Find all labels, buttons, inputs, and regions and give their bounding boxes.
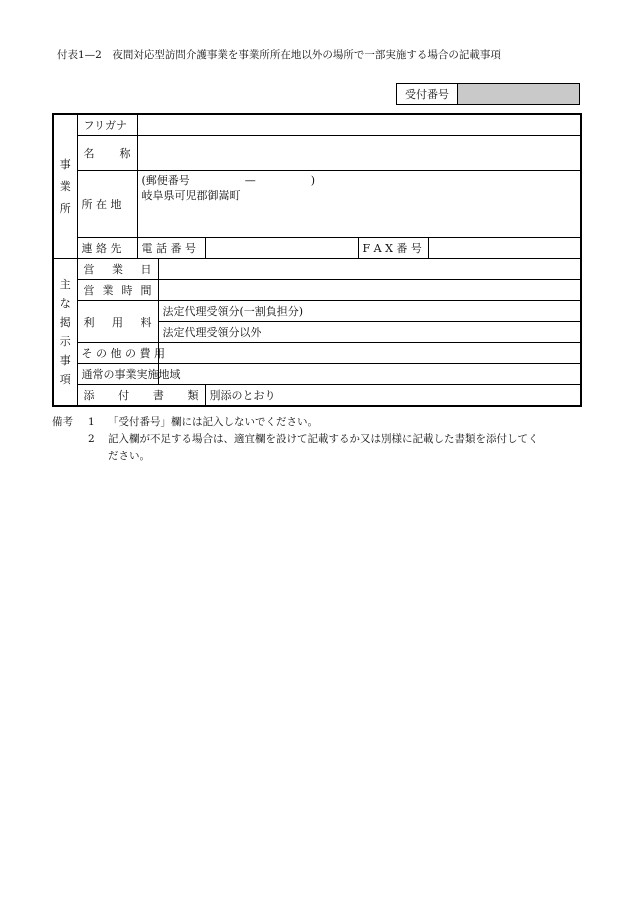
main-items-section-label: 主 な 掲 示 事 項 [53,259,77,407]
business-days-field[interactable] [158,259,581,280]
address-label: 所 在 地 [77,171,137,238]
business-hours-label: 営 業 時 間 [77,280,158,301]
attachments-field[interactable]: 別添のとおり [205,385,581,407]
fee-label: 利 用 料 [77,301,158,343]
fee-other-field[interactable]: 法定代理受領分以外 [158,322,581,343]
other-costs-label: そ の 他 の 費 用 [77,343,158,364]
service-area-field[interactable] [158,364,581,385]
fee-statutory-field[interactable]: 法定代理受領分(一割負担分) [158,301,581,322]
contact-label: 連 絡 先 [77,238,137,259]
receipt-number-label: 受付番号 [397,84,458,104]
furigana-label: フリガナ [77,114,137,136]
fax-field[interactable] [428,238,581,259]
office-name-field[interactable] [137,136,581,171]
note-number: 1 [88,416,95,428]
furigana-field[interactable] [137,114,581,136]
notes-heading: 備考 [52,416,73,428]
form-title: 付表1—2 夜間対応型訪問介護事業を事業所所在地以外の場所で一部実施する場合の記載事項 [57,49,501,61]
attachments-label: 添 付 書 類 [77,385,205,407]
other-costs-field[interactable] [158,343,581,364]
office-name-label: 名 称 [77,136,137,171]
service-area-label: 通常の事業実施地域 [77,364,158,385]
note-text: 「受付番号」欄には記入しないでください。 [108,416,318,428]
office-section-label: 事 業 所 [53,114,77,259]
fax-label: F A X 番 号 [358,238,428,259]
business-hours-field[interactable] [158,280,581,301]
address-field[interactable] [137,171,581,230]
postal-code-line: (郵便番号 — ) [141,174,316,187]
business-days-label: 営 業 日 [77,259,158,280]
form-table [52,113,582,407]
note-text: 記入欄が不足する場合は、適宜欄を設けて記載するか又は別様に記載した書類を添付してください。 [108,433,539,462]
address-value: 岐阜県可児郡御嵩町 [141,189,241,202]
phone-label: 電 話 番 号 [137,238,205,259]
receipt-number-box [396,83,580,105]
address-field-bottom [137,229,581,238]
phone-field[interactable] [205,238,358,259]
receipt-number-field[interactable] [458,84,579,104]
notes [52,414,568,465]
note-number: 2 [88,433,95,445]
